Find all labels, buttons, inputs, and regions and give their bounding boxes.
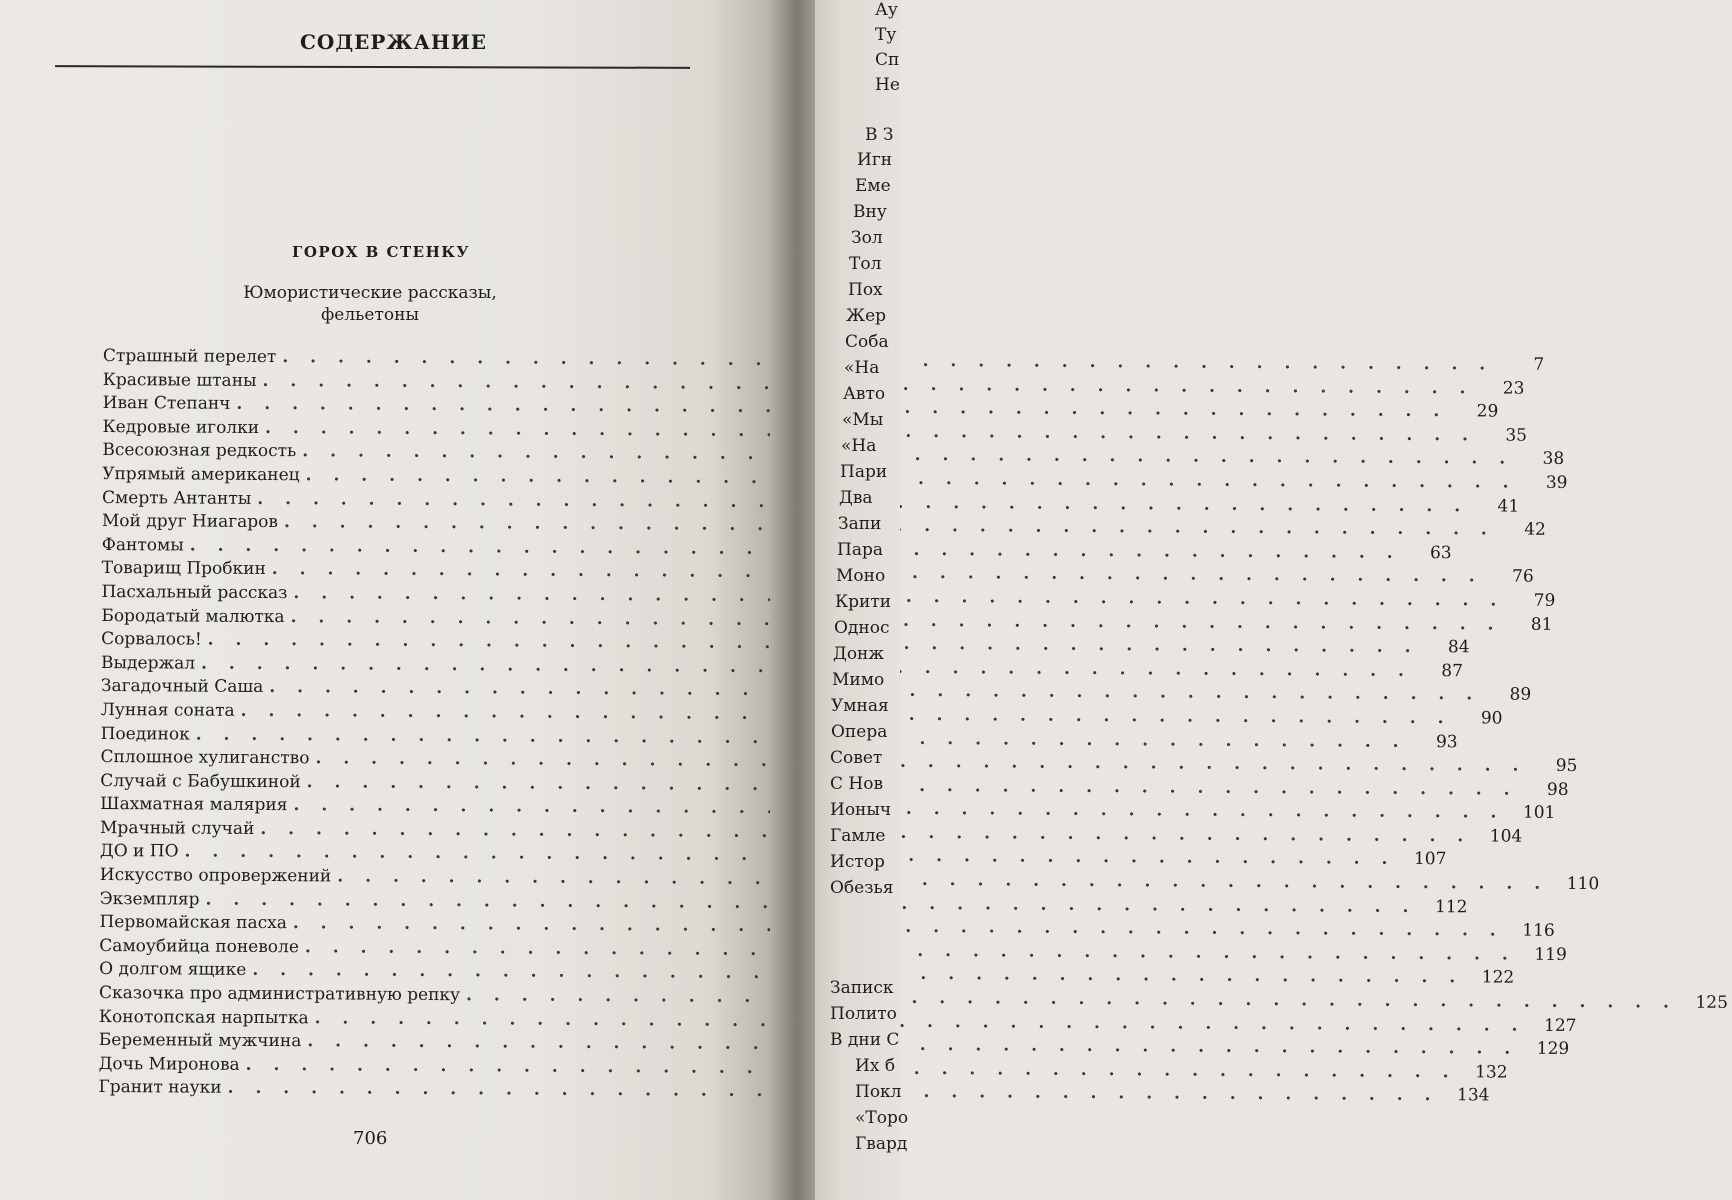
toc-entry-page: 7: [1533, 354, 1545, 375]
toc-entry-page: 95: [1555, 755, 1578, 777]
right-page-fragment: Крити: [835, 592, 892, 612]
toc-entry-title: Лунная соната: [100, 699, 235, 721]
toc-entry-page: 104: [1489, 826, 1523, 847]
right-page-fragment: Моно: [836, 566, 886, 586]
right-page-fragment: В З: [865, 125, 894, 145]
right-page-fragment: «Мы: [842, 410, 884, 430]
right-page-fragment: Запи: [838, 514, 882, 534]
toc-entry-page: 116: [1522, 920, 1555, 942]
right-page-fragment: Игн: [857, 150, 893, 170]
toc-entry-page: 119: [1534, 944, 1567, 965]
toc-entry-title: Всесоюзная редкость: [102, 440, 297, 462]
toc-entry-page: 39: [1545, 472, 1568, 493]
header-rule: [55, 65, 690, 69]
toc-entry-title: Выдержал: [101, 652, 196, 674]
toc-entry-page: 76: [1511, 566, 1534, 588]
dot-leader: [302, 442, 1513, 469]
toc-entry-title: Первомайская пасха: [99, 912, 287, 934]
toc-entry-page: 81: [1530, 614, 1553, 635]
toc-entry-page: 93: [1435, 731, 1458, 752]
toc-entry: [99, 912, 1555, 942]
toc-entry-page: 112: [1434, 896, 1468, 918]
toc-entry-title: Сплошное хулиганство: [100, 747, 310, 769]
right-page-fragment: Ионыч: [830, 800, 892, 820]
toc-entry-title: Упрямый американец: [102, 463, 300, 486]
right-page-fragment: Два: [839, 488, 873, 508]
right-page-fragment: «Торо: [855, 1108, 909, 1128]
dot-leader: [305, 937, 1516, 964]
right-book-page: [815, 0, 909, 1200]
toc-entry-title: Случай с Бабушкиной: [100, 770, 301, 792]
right-page-fragment: Гвард: [855, 1134, 908, 1154]
right-page-fragment: Совет: [830, 748, 883, 768]
dot-leader: [466, 985, 1677, 1012]
toc-entry: [99, 935, 1567, 965]
right-page-fragment: Ту: [875, 25, 897, 45]
toc-entry-page: 107: [1413, 849, 1447, 870]
right-page-fragment: Ау: [875, 0, 898, 20]
section-subtitle: [240, 282, 500, 326]
toc-entry-page: 90: [1480, 708, 1503, 729]
right-page-fragment: Не: [875, 75, 900, 95]
toc-entry-page: 29: [1476, 401, 1499, 422]
right-page-fragment: Пара: [837, 540, 883, 560]
page-number: 706: [353, 1128, 388, 1149]
dot-leader: [307, 772, 1518, 799]
toc-entry-title: Страшный перелет: [102, 346, 277, 368]
toc-entry-title: Кедровые иголки: [102, 416, 260, 438]
toc-entry-title: Беременный мужчина: [98, 1030, 302, 1052]
right-page-fragment: Записк: [830, 978, 894, 998]
toc-entry-title: Сказочка про административную репку: [98, 983, 461, 1006]
toc-entry-title: Мрачный случай: [99, 817, 255, 839]
toc-entry-title: Гранит науки: [98, 1077, 222, 1099]
toc-entry-page: 127: [1543, 1015, 1577, 1036]
toc-entry-title: Шахматная малярия: [100, 794, 288, 816]
right-page-fragment: Их б: [855, 1056, 896, 1076]
subtitle-line-1: Юмористические рассказы,: [243, 283, 497, 303]
toc-entry-page: 79: [1533, 590, 1556, 611]
toc-entry-page: 98: [1546, 779, 1569, 800]
toc-entry-page: 110: [1566, 874, 1600, 895]
toc-entry-title: Красивые штаны: [102, 369, 257, 391]
toc-entry-title: Мой друг Ниагаров: [101, 511, 279, 533]
toc-entry-page: 38: [1542, 449, 1565, 470]
toc-entry-title: ДО и ПО: [99, 841, 179, 862]
right-page-fragment: Еме: [855, 176, 891, 196]
toc-entry-title: Самоубийца поневоле: [99, 935, 299, 958]
right-page-fragment: Сп: [875, 50, 900, 70]
right-page-fragment: С Нов: [830, 774, 884, 794]
toc-entry-page: 89: [1509, 684, 1532, 706]
toc-entry-title: Сорвалось!: [101, 629, 202, 650]
right-page-fragment: Жер: [846, 306, 887, 326]
dot-leader: [315, 748, 1526, 775]
toc-entry-page: 84: [1447, 637, 1470, 658]
right-page-fragment: Пари: [840, 462, 888, 482]
toc-entry-page: 35: [1505, 425, 1528, 446]
toc-entry-page: 42: [1524, 519, 1546, 540]
toc-entry-title: Дочь Миронова: [98, 1053, 240, 1075]
toc-entry-page: 122: [1481, 967, 1515, 989]
toc-entry-title: Товарищ Пробкин: [101, 558, 266, 580]
toc-entry-title: Фантомы: [101, 534, 184, 556]
toc-entry-title: Смерть Антанты: [102, 487, 252, 509]
toc-entry-title: О долгом ящике: [99, 959, 247, 981]
right-page-fragment: Однос: [834, 618, 890, 638]
right-page-fragment: «На: [841, 436, 877, 456]
section-title: ГОРОХ В СТЕНКУ: [292, 243, 471, 261]
toc-entry-page: 101: [1522, 802, 1556, 824]
right-page-fragment: «На: [844, 358, 880, 378]
toc-entry-title: Конотопская нарпытка: [98, 1006, 309, 1028]
dot-leader: [315, 1008, 1526, 1035]
toc-entry-page: 87: [1441, 660, 1464, 682]
toc-entry-title: Иван Степанч: [102, 393, 231, 414]
right-page-fragment: Опера: [831, 722, 888, 742]
right-page-fragment: Обезья: [830, 878, 894, 898]
right-page-fragment: Соба: [845, 332, 889, 352]
toc-entry-page: 134: [1457, 1085, 1490, 1106]
toc-entry-title: Экземпляр: [99, 888, 200, 910]
subtitle-line-2: фельетоны: [321, 305, 419, 325]
toc-entry-page: 129: [1536, 1038, 1570, 1060]
toc-entry-title: Пасхальный рассказ: [101, 581, 288, 604]
right-page-fragment: Зол: [851, 228, 883, 248]
right-page-fragment: В дни С: [830, 1030, 900, 1050]
dot-leader: [306, 465, 1517, 492]
toc-entry-page: 63: [1429, 542, 1452, 563]
toc-entry-title: Бородатый малютка: [101, 605, 285, 627]
dot-leader: [337, 867, 1548, 894]
toc-entry-page: 41: [1497, 496, 1520, 517]
dot-leader: [307, 1031, 1518, 1058]
toc-entry-page: 132: [1475, 1062, 1508, 1083]
right-page-fragment: Мимо: [832, 670, 885, 690]
toc-entry-title: Загадочный Саша: [100, 676, 264, 698]
right-page-fragment: Донж: [833, 644, 885, 664]
right-page-fragment: Вну: [853, 202, 887, 222]
right-page-fragment: Тол: [849, 254, 882, 274]
right-page-fragment: Авто: [843, 384, 886, 404]
toc-entry-page: 23: [1502, 378, 1525, 399]
toc-entry: [102, 440, 1565, 470]
right-page-fragment: Полито: [830, 1004, 897, 1024]
right-page-fragment: Гамле: [830, 826, 886, 846]
right-page-fragment: Пох: [848, 280, 883, 300]
toc-entry-title: Искусство опровержений: [99, 865, 332, 887]
contents-heading: СОДЕРЖАНИЕ: [300, 30, 487, 54]
right-page-fragment: Покл: [855, 1082, 902, 1102]
toc-entry-page: 125: [1695, 992, 1729, 1013]
right-page-fragment: Умная: [831, 696, 889, 716]
toc-entry-title: Поединок: [100, 723, 190, 745]
right-page-fragment: Истор: [830, 852, 885, 872]
